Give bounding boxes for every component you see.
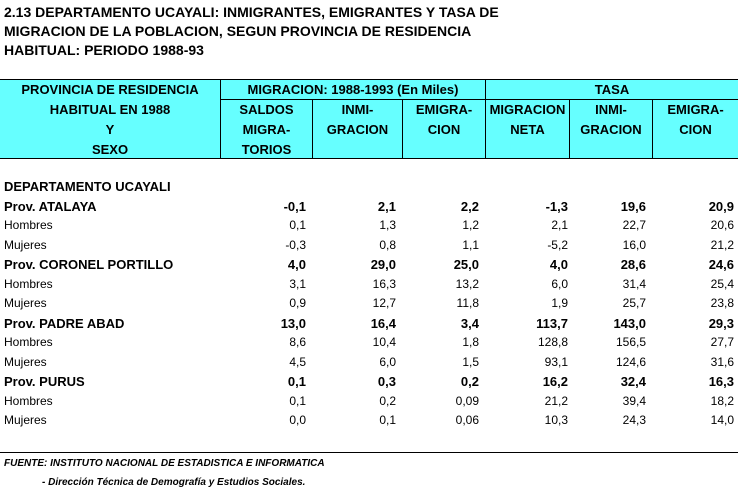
cell-value: -0,3	[285, 237, 306, 252]
cell-value: 6,0	[551, 276, 568, 291]
header-prov-line: PROVINCIA DE RESIDENCIA	[21, 82, 199, 97]
cell-value: 29,3	[708, 315, 734, 331]
row-label: Hombres	[4, 335, 53, 349]
cell-value: -5,2	[547, 237, 568, 252]
cell-value: 1,5	[462, 354, 479, 369]
cell-value: 1,8	[462, 335, 479, 349]
cell-value: 143,0	[613, 315, 646, 331]
cell-value: 3,1	[289, 276, 306, 291]
data-rows	[0, 197, 738, 431]
cell-value: 25,7	[622, 296, 646, 310]
cell-value: 4,5	[289, 354, 306, 369]
cell-value: 113,7	[536, 315, 568, 331]
header-inmi-line: INMI-	[341, 102, 374, 117]
cell-value: 8,6	[289, 335, 306, 349]
header-saldos-line: MIGRA-	[242, 122, 291, 137]
cell-value: 32,4	[620, 374, 646, 389]
cell-value: 16,2	[542, 374, 568, 389]
department-label: DEPARTAMENTO UCAYALI	[4, 179, 171, 194]
row-label: Prov. CORONEL PORTILLO	[4, 257, 174, 272]
source-note: FUENTE: INSTITUTO NACIONAL DE ESTADISTICA E INFORMATICA	[4, 458, 325, 469]
cell-value: 10,4	[372, 335, 396, 349]
sex-row	[0, 236, 738, 256]
cell-value: 0,2	[379, 393, 396, 408]
cell-value: 0,1	[289, 393, 306, 408]
department-row	[0, 177, 738, 197]
cell-value: 13,0	[280, 315, 306, 331]
cell-value: 39,4	[622, 393, 646, 408]
cell-value: 31,6	[710, 354, 734, 369]
cell-value: 10,3	[544, 413, 568, 427]
row-label: Prov. ATALAYA	[4, 198, 97, 214]
cell-value: 0,2	[460, 374, 479, 389]
header-prov-line: HABITUAL EN 1988	[49, 102, 171, 117]
cell-value: 4,0	[287, 257, 306, 272]
cell-value: 11,8	[456, 296, 479, 310]
cell-value: 0,1	[289, 218, 306, 232]
cell-value: 0,1	[287, 374, 306, 389]
cell-value: 1,9	[551, 296, 568, 310]
row-label: Mujeres	[4, 354, 47, 369]
cell-value: 13,2	[455, 276, 479, 291]
cell-value: 124,6	[615, 354, 646, 369]
cell-value: 31,4	[622, 276, 646, 291]
header-emig-line: EMIGRA-	[415, 102, 473, 117]
cell-value: 18,2	[710, 393, 734, 408]
header-tasa-inmigracion	[570, 100, 652, 140]
header-tasa-group: TASA	[594, 82, 630, 97]
sex-row	[0, 353, 738, 373]
cell-value: 16,0	[622, 237, 646, 252]
cell-value: 128,8	[537, 335, 568, 349]
sex-row	[0, 216, 738, 236]
sex-row	[0, 392, 738, 412]
cell-value: 19,6	[620, 198, 646, 214]
row-label: Mujeres	[4, 413, 47, 427]
cell-value: 1,1	[462, 237, 479, 252]
sex-row	[0, 411, 738, 431]
cell-value: 28,6	[620, 257, 646, 272]
cell-value: 0,9	[289, 296, 306, 310]
cell-value: 6,0	[379, 354, 396, 369]
header-neta-line: NETA	[510, 122, 545, 137]
cell-value: 1,2	[462, 218, 479, 232]
title-line-1: 2.13 DEPARTAMENTO UCAYALI: INMIGRANTES, EMIGRANTES Y TASA DE	[4, 4, 499, 20]
cell-value: -1,3	[545, 198, 568, 214]
cell-value: 93,1	[544, 354, 568, 369]
cell-value: 12,7	[372, 296, 396, 310]
cell-value: 21,2	[710, 237, 734, 252]
cell-value: 2,1	[551, 218, 568, 232]
row-label: Hombres	[4, 276, 53, 291]
cell-value: 20,9	[708, 198, 734, 214]
row-label: Mujeres	[4, 296, 47, 310]
province-row	[0, 255, 738, 275]
cell-value: 23,8	[710, 296, 734, 310]
header-tasa-inmi-line: GRACION	[580, 122, 642, 137]
sex-row	[0, 294, 738, 314]
header-inmi-line: GRACION	[326, 122, 389, 137]
cell-value: 14,0	[710, 413, 734, 427]
header-migracion-group: MIGRACION: 1988-1993 (En Miles)	[247, 82, 459, 97]
header-emigracion	[403, 100, 485, 140]
row-label: Hombres	[4, 218, 53, 232]
header-saldos-line: SALDOS	[239, 102, 294, 117]
header-inmigracion	[313, 100, 402, 140]
title-line-2: MIGRACION DE LA POBLACION, SEGUN PROVINCIA DE RESIDENCIA	[4, 23, 472, 39]
cell-value: 25,0	[453, 257, 479, 272]
province-row	[0, 197, 738, 217]
header-tasa-emig-line: EMIGRA-	[667, 102, 724, 117]
header-prov-line: Y	[105, 122, 115, 137]
title-line-3: HABITUAL: PERIODO 1988-93	[4, 42, 204, 58]
cell-value: 24,6	[708, 257, 734, 272]
cell-value: 156,5	[615, 335, 646, 349]
cell-value: 20,6	[710, 218, 734, 232]
sex-row	[0, 275, 738, 295]
cell-value: 3,4	[460, 315, 479, 331]
header-emig-line: CION	[427, 122, 461, 137]
cell-value: 0,09	[455, 393, 479, 408]
row-label: Mujeres	[4, 237, 47, 252]
header-tasa-inmi-line: INMI-	[595, 102, 627, 117]
cell-value: 1,3	[379, 218, 396, 232]
cell-value: 0,0	[289, 413, 306, 427]
header-migracion-neta	[486, 100, 569, 140]
row-label: Prov. PADRE ABAD	[4, 315, 125, 331]
table-body	[0, 177, 738, 431]
cell-value: 22,7	[622, 218, 646, 232]
sex-row	[0, 333, 738, 353]
cell-value: 0,06	[455, 413, 479, 427]
cell-value: 16,3	[708, 374, 734, 389]
cell-value: 16,3	[372, 276, 396, 291]
cell-value: 25,4	[710, 276, 734, 291]
cell-value: 0,3	[377, 374, 396, 389]
header-prov	[0, 80, 220, 160]
cell-value: 16,4	[370, 315, 396, 331]
cell-value: 0,1	[379, 413, 396, 427]
header-saldos-line: TORIOS	[241, 142, 292, 157]
header-tasa-emig-line: CION	[679, 122, 712, 137]
header-neta-line: MIGRACION	[489, 102, 566, 117]
header-tasa-emigracion	[653, 100, 738, 140]
cell-value: 0,8	[379, 237, 396, 252]
cell-value: 2,1	[377, 198, 396, 214]
cell-value: 21,2	[544, 393, 568, 408]
cell-value: 29,0	[370, 257, 396, 272]
header-prov-line: SEXO	[91, 142, 129, 157]
footer-rule	[0, 452, 738, 453]
province-row	[0, 314, 738, 334]
province-row	[0, 372, 738, 392]
row-label: Hombres	[4, 393, 53, 408]
header-saldos	[221, 100, 312, 160]
source-subnote: - Dirección Técnica de Demografía y Estudios Sociales.	[42, 477, 306, 488]
cell-value: -0,1	[283, 198, 306, 214]
table-title	[4, 3, 604, 60]
cell-value: 24,3	[622, 413, 646, 427]
row-label: Prov. PURUS	[4, 374, 85, 389]
cell-value: 27,7	[710, 335, 734, 349]
cell-value: 4,0	[549, 257, 568, 272]
cell-value: 2,2	[460, 198, 479, 214]
table-header	[0, 79, 738, 159]
